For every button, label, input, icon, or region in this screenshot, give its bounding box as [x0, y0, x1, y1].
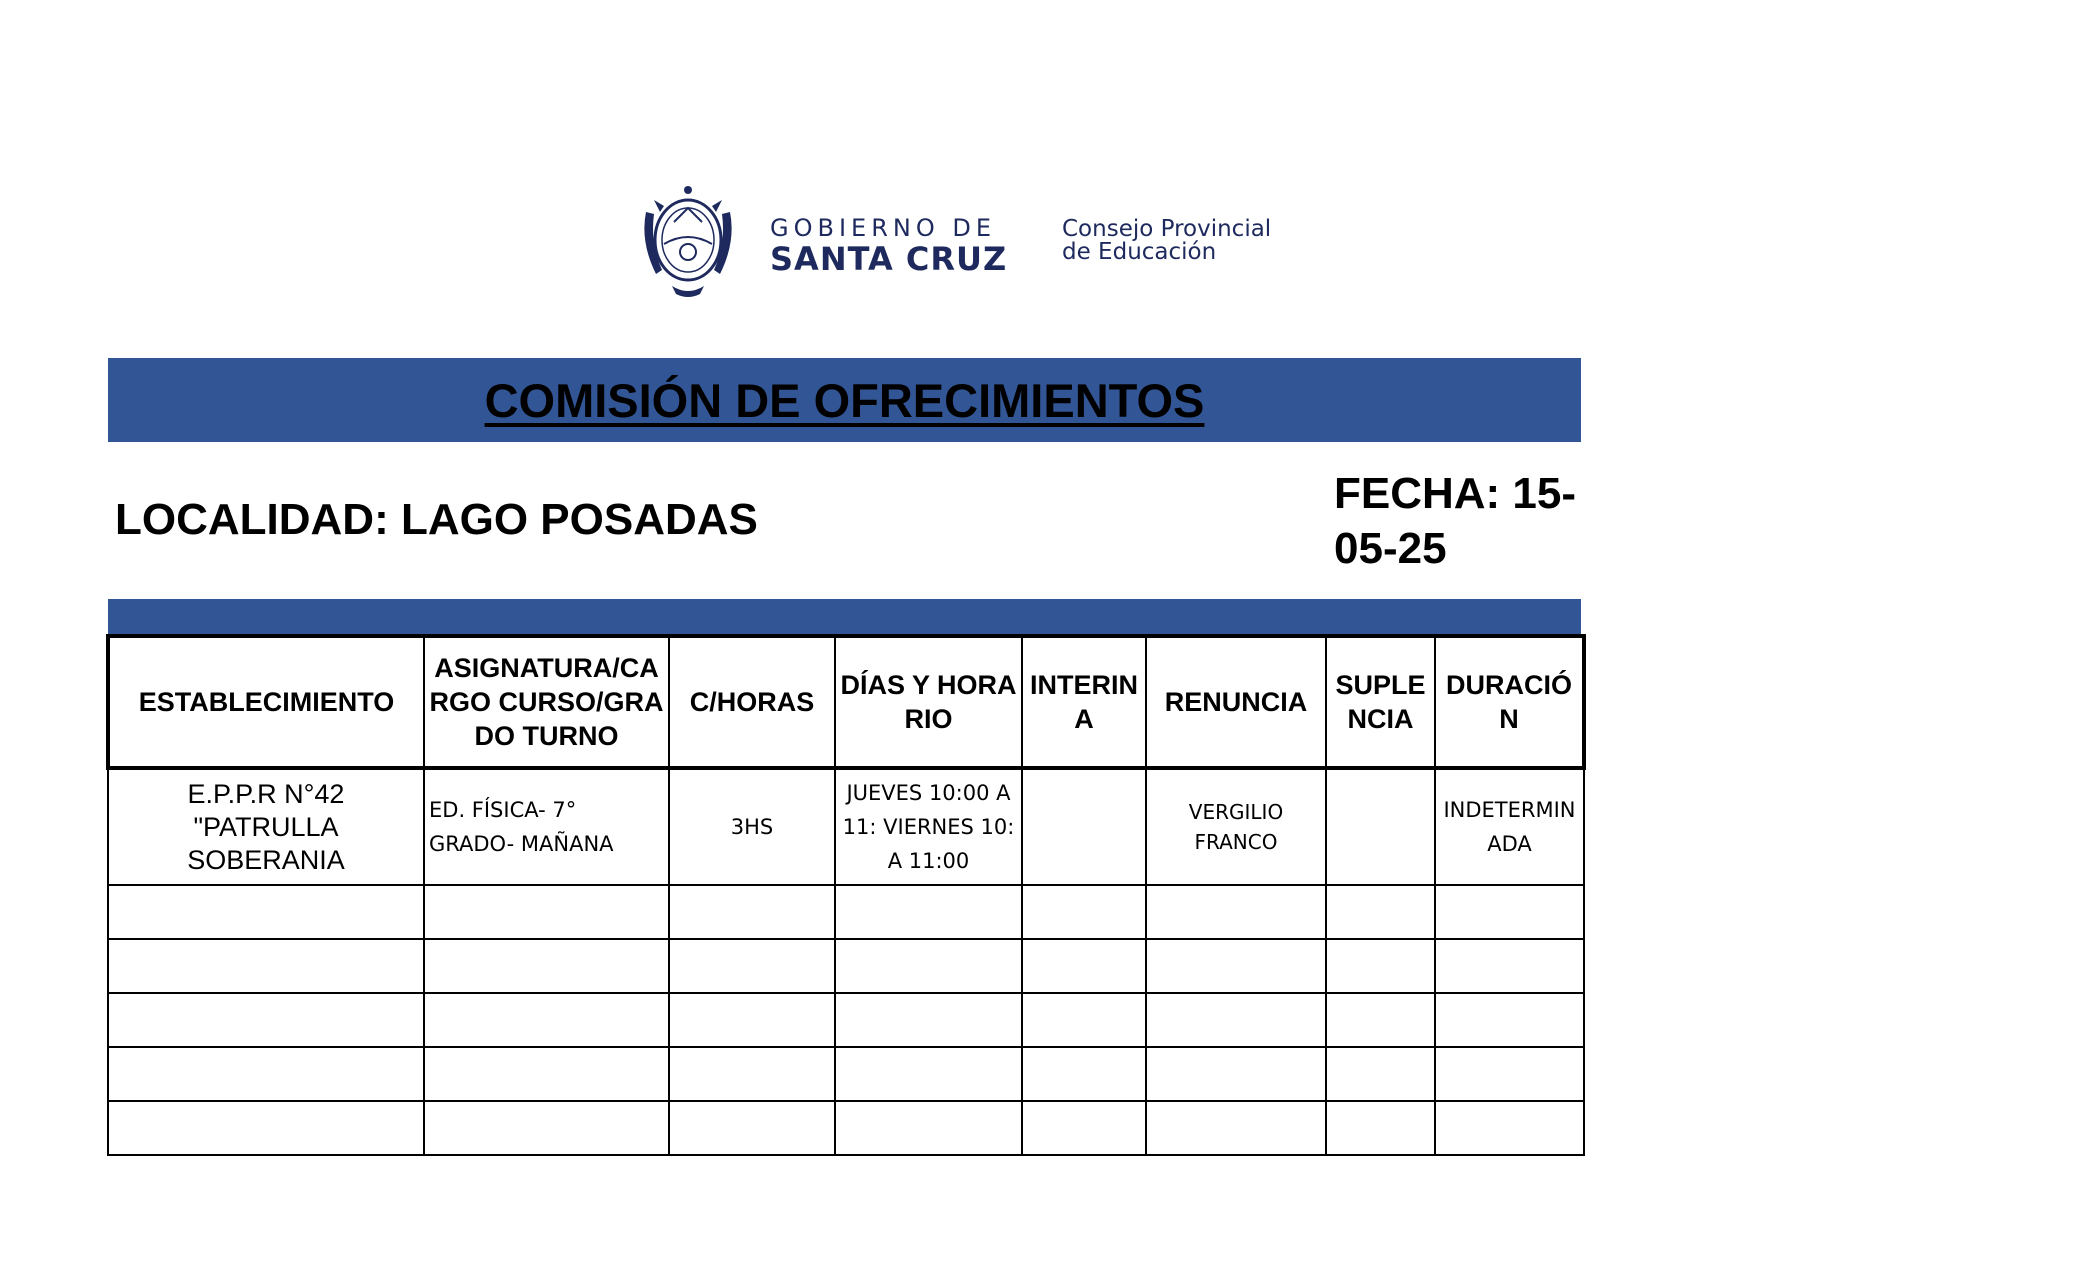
page-title: COMISIÓN DE OFRECIMIENTOS	[484, 373, 1205, 427]
column-header-duracion: DURACIÓN	[1435, 636, 1584, 768]
empty-cell	[1326, 993, 1435, 1047]
cell-interina	[1022, 768, 1146, 885]
empty-cell	[424, 885, 669, 939]
empty-cell	[1022, 993, 1146, 1047]
table-row-empty	[108, 939, 1584, 993]
empty-cell	[1326, 1047, 1435, 1101]
table-header-row	[108, 636, 1584, 768]
column-header-horas: C/HORAS	[669, 636, 835, 768]
column-header-dias-horario: DÍAS Y HORARIO	[835, 636, 1022, 768]
empty-cell	[835, 1101, 1022, 1155]
empty-cell	[1435, 885, 1584, 939]
empty-cell	[669, 1047, 835, 1101]
empty-cell	[1435, 1101, 1584, 1155]
header-logo	[634, 182, 1314, 302]
empty-cell	[1146, 939, 1326, 993]
empty-cell	[1146, 993, 1326, 1047]
empty-cell	[1146, 1101, 1326, 1155]
empty-cell	[108, 1101, 424, 1155]
column-header-interina: INTERINA	[1022, 636, 1146, 768]
council-name	[1062, 218, 1322, 264]
title-banner	[108, 358, 1581, 442]
empty-cell	[669, 993, 835, 1047]
empty-cell	[424, 993, 669, 1047]
empty-cell	[1022, 939, 1146, 993]
empty-cell	[1146, 1047, 1326, 1101]
government-name-line1: GOBIERNO DE	[770, 214, 996, 242]
empty-cell	[424, 1047, 669, 1101]
empty-cell	[669, 1101, 835, 1155]
column-header-establecimiento: ESTABLECIMIENTO	[108, 636, 424, 768]
column-header-suplencia: SUPLENCIA	[1326, 636, 1435, 768]
empty-cell	[1326, 885, 1435, 939]
table-row-empty	[108, 885, 1584, 939]
empty-cell	[835, 993, 1022, 1047]
empty-cell	[1022, 1047, 1146, 1101]
empty-cell	[1022, 1101, 1146, 1155]
empty-cell	[424, 939, 669, 993]
column-header-asignatura: ASIGNATURA/CARGO CURSO/GRADO TURNO	[424, 636, 669, 768]
fecha-label: FECHA: 15-05-25	[1334, 469, 1577, 573]
table-row-empty	[108, 993, 1584, 1047]
table-header-strip	[108, 599, 1581, 634]
empty-cell	[1435, 1047, 1584, 1101]
cell-dias-horario: JUEVES 10:00 A 11: VIERNES 10: A 11:00	[835, 768, 1022, 885]
empty-cell	[108, 993, 424, 1047]
table-row	[108, 768, 1584, 885]
empty-cell	[1435, 939, 1584, 993]
council-name-line1: Consejo Provincial	[1062, 216, 1272, 242]
empty-cell	[1326, 939, 1435, 993]
empty-cell	[424, 1101, 669, 1155]
provincial-seal-icon	[634, 182, 742, 302]
table-row-empty	[108, 1101, 1584, 1155]
localidad-label: LOCALIDAD: LAGO POSADAS	[115, 495, 758, 544]
government-name-line2: SANTA CRUZ	[770, 240, 1008, 278]
column-header-renuncia: RENUNCIA	[1146, 636, 1326, 768]
cell-asignatura: ED. FÍSICA- 7° GRADO- MAÑANA	[424, 768, 669, 885]
cell-suplencia	[1326, 768, 1435, 885]
empty-cell	[835, 885, 1022, 939]
empty-cell	[1022, 885, 1146, 939]
cell-establecimiento: E.P.P.R N°42 "PATRULLA SOBERANIA	[108, 768, 424, 885]
empty-cell	[669, 885, 835, 939]
offers-table	[106, 634, 1586, 1156]
empty-cell	[108, 939, 424, 993]
empty-cell	[108, 1047, 424, 1101]
empty-cell	[108, 885, 424, 939]
empty-cell	[1435, 993, 1584, 1047]
cell-renuncia: VERGILIO FRANCO	[1146, 768, 1326, 885]
empty-cell	[835, 939, 1022, 993]
cell-horas: 3HS	[669, 768, 835, 885]
empty-cell	[1146, 885, 1326, 939]
cell-duracion: INDETERMINADA	[1435, 768, 1584, 885]
council-name-line2: de Educación	[1062, 239, 1217, 265]
empty-cell	[669, 939, 835, 993]
empty-cell	[835, 1047, 1022, 1101]
empty-cell	[1326, 1101, 1435, 1155]
table-row-empty	[108, 1047, 1584, 1101]
